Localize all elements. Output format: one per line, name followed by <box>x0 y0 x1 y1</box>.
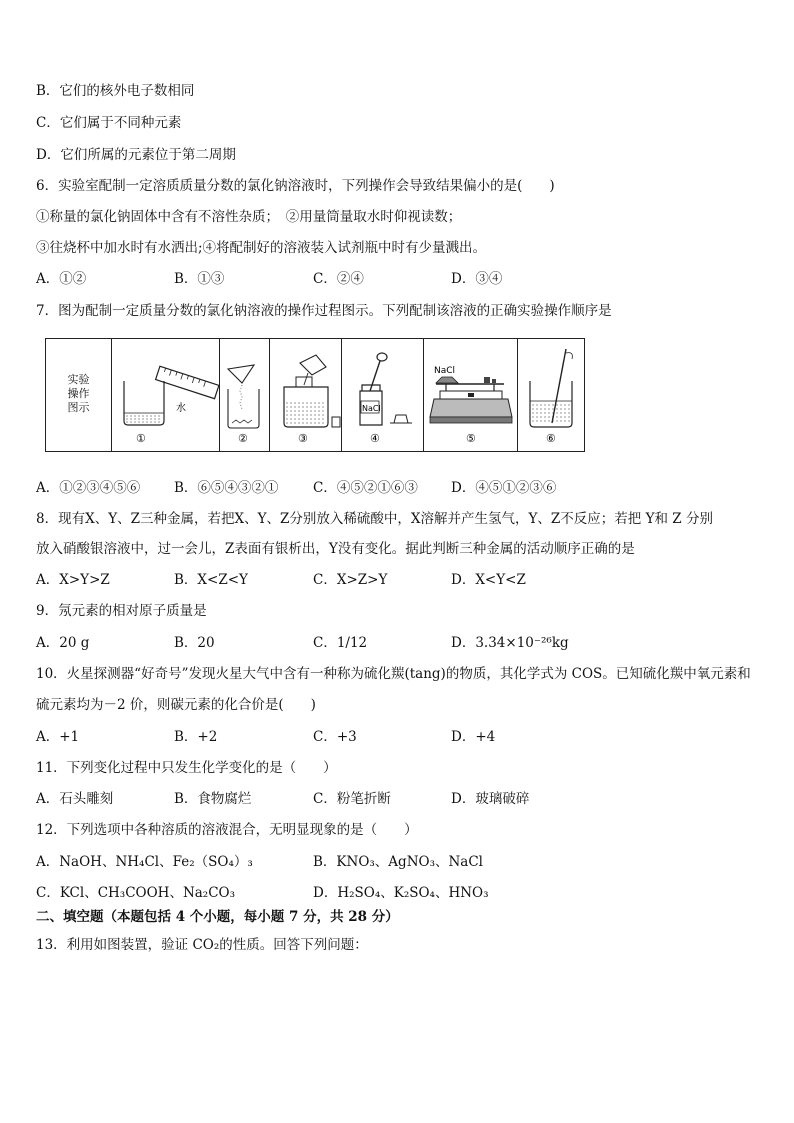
transfer-illustration <box>270 339 342 451</box>
nacl-bottle-illustration <box>342 339 424 451</box>
q10-stem-line2: 硫元素均为－2 价，则碳元素的化合价是( ) <box>36 697 316 713</box>
figure-panel-2 <box>220 339 270 451</box>
q11-option-c: C．粉笔折断 <box>313 791 391 807</box>
q7-options <box>36 479 756 497</box>
q8-option-a: A．X>Y>Z <box>36 572 110 588</box>
q10-option-c: C．+3 <box>313 729 357 745</box>
section-heading: 二、填空题（本题包括 4 个小题，每小题 7 分，共 28 分） <box>36 909 399 925</box>
q8-stem-line2: 放入硝酸银溶液中，过一会儿，Z表面有银析出，Y没有变化。据此判断三种金属的活动顺序正确的是 <box>36 541 635 557</box>
water-label: 水 <box>176 403 186 414</box>
q9-option-b: B．20 <box>174 635 215 651</box>
q6-option-a: A．①② <box>36 271 87 287</box>
q7-option-c: C．④⑤②①⑥③ <box>313 480 418 496</box>
q12-option-a: A．NaOH、NH₄Cl、Fe₂（SO₄）₃ <box>36 854 253 870</box>
q13-stem: 13．利用如图装置，验证 CO₂的性质。回答下列问题： <box>36 937 368 953</box>
balance-illustration <box>424 339 518 451</box>
figure-panel-4 <box>342 339 424 451</box>
stir-illustration <box>518 339 584 451</box>
q11-options <box>36 790 756 808</box>
q10-options <box>36 728 756 746</box>
q12-options-row2 <box>36 884 756 902</box>
q9-option-d: D．3.34×10⁻²⁶kg <box>451 635 569 651</box>
header-line-2: 操作 <box>67 387 90 400</box>
q11-option-b: B．食物腐烂 <box>174 791 252 807</box>
step-label-1: ① <box>136 432 146 445</box>
balance-nacl-label: NaCl <box>434 366 456 376</box>
q8-option-b: B．X<Z<Y <box>174 572 248 588</box>
q6-stem: 6．实验室配制一定溶质质量分数的氯化钠溶液时，下列操作会导致结果偏小的是( ) <box>36 178 555 194</box>
q7-stem: 7．图为配制一定质量分数的氯化钠溶液的操作过程图示。下列配制该溶液的正确实验操作顺序是 <box>36 303 612 319</box>
q6-options <box>36 270 756 288</box>
q8-option-c: C．X>Z>Y <box>313 572 388 588</box>
q8-stem-line1: 8．现有X、Y、Z三种金属，若把X、Y、Z分别放入稀硫酸中，X溶解并产生氢气，Y、Z不反应；若把 Y和 Z 分别 <box>36 511 713 527</box>
nacl-bottle-label: NaCl <box>362 404 381 413</box>
q9-options <box>36 634 756 652</box>
step-label-4: ④ <box>370 432 380 445</box>
q12-stem: 12．下列选项中各种溶质的溶液混合，无明显现象的是（ ） <box>36 822 418 838</box>
q12-option-c: C．KCl、CH₃COOH、Na₂CO₃ <box>36 885 236 901</box>
q10-option-d: D．+4 <box>451 729 496 745</box>
q6-items-line1: ①称量的氯化钠固体中含有不溶性杂质； ②用量筒量取水时仰视读数； <box>36 209 462 225</box>
step-label-3: ③ <box>298 432 308 445</box>
q9-option-c: C．1/12 <box>313 635 368 651</box>
q12-options-row1 <box>36 853 756 871</box>
q7-option-b: B．⑥⑤④③②① <box>174 480 279 496</box>
step-label-6: ⑥ <box>546 432 556 445</box>
q10-stem-line1: 10．火星探测器“好奇号”发现火星大气中含有一种称为硫化羰(tang)的物质，其化学式为 COS。已知硫化羰中氧元素和 <box>36 666 751 682</box>
figure-panel-1 <box>112 339 220 451</box>
q11-stem: 11．下列变化过程中只发生化学变化的是（ ） <box>36 760 337 776</box>
q9-stem: 9．氖元素的相对原子质量是 <box>36 603 207 619</box>
step-label-5: ⑤ <box>466 432 476 445</box>
q5-option-d: D．它们所属的元素位于第二周期 <box>36 147 236 163</box>
q11-option-a: A．石头雕刻 <box>36 791 114 807</box>
q6-items-line2: ③往烧杯中加水时有水洒出;④将配制好的溶液装入试剂瓶中时有少量溅出。 <box>36 240 487 256</box>
q11-option-d: D．玻璃破碎 <box>451 791 530 807</box>
q8-options <box>36 571 756 589</box>
pour-water-illustration <box>112 339 220 451</box>
header-line-1: 实验 <box>67 373 90 386</box>
step-label-2: ② <box>238 432 248 445</box>
q5-option-b: B．它们的核外电子数相同 <box>36 83 195 99</box>
q9-option-a: A．20 g <box>36 635 90 651</box>
q5-option-c: C．它们属于不同种元素 <box>36 115 182 131</box>
q8-option-d: D．X<Y<Z <box>451 572 526 588</box>
header-line-3: 图示 <box>67 401 90 414</box>
figure-panel-3 <box>270 339 342 451</box>
q7-figure <box>45 338 585 452</box>
figure-panel-6 <box>518 339 584 451</box>
q6-option-c: C．②④ <box>313 271 364 287</box>
q7-option-d: D．④⑤①②③⑥ <box>451 480 557 496</box>
q12-option-d: D．H₂SO₄、K₂SO₄、HNO₃ <box>313 885 489 901</box>
q12-option-b: B．KNO₃、AgNO₃、NaCl <box>313 854 483 870</box>
figure-header-cell <box>46 339 112 451</box>
figure-panel-5 <box>424 339 518 451</box>
q7-option-a: A．①②③④⑤⑥ <box>36 480 141 496</box>
add-solid-illustration <box>220 339 270 451</box>
q6-option-b: B．①③ <box>174 271 225 287</box>
q10-option-a: A．+1 <box>36 729 80 745</box>
q10-option-b: B．+2 <box>174 729 218 745</box>
q6-option-d: D．③④ <box>451 271 503 287</box>
